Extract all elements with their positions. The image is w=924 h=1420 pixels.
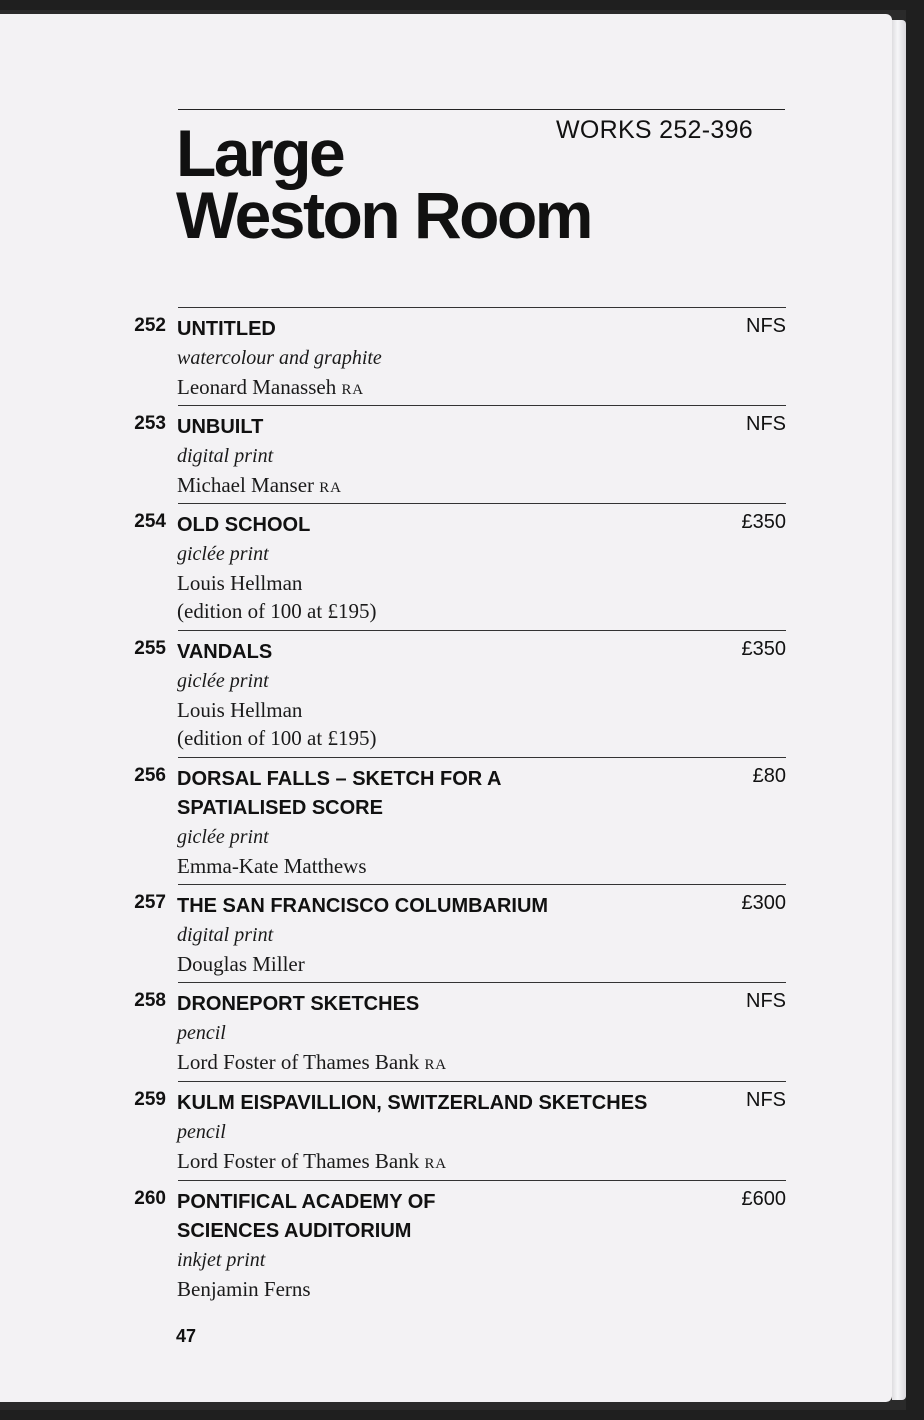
artist-name: Louis Hellman <box>177 571 303 595</box>
work-number: 256 <box>134 765 166 786</box>
work-medium: giclée print <box>177 670 269 692</box>
work-artist <box>177 950 717 978</box>
work-number: 259 <box>134 1089 166 1110</box>
artist-honour: RA <box>424 1156 447 1172</box>
work-artist <box>177 1147 717 1178</box>
artist-name: Douglas Miller <box>177 952 305 976</box>
work-title: PONTIFICAL ACADEMY OF SCIENCES AUDITORIUM <box>177 1191 436 1242</box>
work-artist <box>177 373 717 404</box>
entry-rule <box>178 630 786 631</box>
artist-name: Benjamin Ferns <box>177 1277 311 1301</box>
entry-rule <box>178 503 786 504</box>
work-title: THE SAN FRANCISCO COLUMBARIUM <box>177 895 549 917</box>
work-details <box>177 1188 717 1303</box>
section-title-line2: Weston Room <box>176 178 591 252</box>
entry-rule <box>178 757 786 758</box>
work-title: UNBUILT <box>177 416 264 438</box>
entry-rule <box>178 405 786 406</box>
work-price: £300 <box>741 892 786 914</box>
artist-honour: RA <box>319 480 342 496</box>
work-medium: giclée print <box>177 826 269 848</box>
work-title: UNTITLED <box>177 318 276 340</box>
work-details <box>177 511 717 625</box>
work-artist <box>177 1275 717 1303</box>
work-number: 258 <box>134 990 166 1011</box>
artist-name: Lord Foster of Thames Bank <box>177 1050 420 1074</box>
work-number: 255 <box>134 638 166 659</box>
entry-rule <box>178 1081 786 1082</box>
work-price: £350 <box>741 511 786 533</box>
entry-rule <box>178 884 786 885</box>
work-medium: digital print <box>177 924 274 946</box>
work-number: 260 <box>134 1188 166 1209</box>
work-details <box>177 1089 717 1178</box>
work-number: 257 <box>134 892 166 913</box>
work-details <box>177 990 717 1079</box>
artist-name: Leonard Manasseh <box>177 375 337 399</box>
work-price: £80 <box>752 765 786 787</box>
entry-rule <box>178 307 786 308</box>
work-medium: pencil <box>177 1121 226 1143</box>
work-title: KULM EISPAVILLION, SWITZERLAND SKETCHES <box>177 1092 648 1114</box>
work-edition: (edition of 100 at £195) <box>177 599 377 623</box>
artist-name: Michael Manser <box>177 473 315 497</box>
work-price: NFS <box>746 413 786 435</box>
work-details <box>177 765 717 880</box>
work-number: 252 <box>134 315 166 336</box>
artist-name: Louis Hellman <box>177 698 303 722</box>
work-title: DORSAL FALLS – SKETCH FOR A SPATIALISED SCORE <box>177 768 501 819</box>
artist-honour: RA <box>341 382 364 398</box>
work-title: DRONEPORT SKETCHES <box>177 993 420 1015</box>
artist-name: Lord Foster of Thames Bank <box>177 1149 420 1173</box>
work-price: £600 <box>741 1188 786 1210</box>
work-artist <box>177 852 717 880</box>
artist-honour: RA <box>424 1057 447 1073</box>
work-medium: pencil <box>177 1022 226 1044</box>
work-price: £350 <box>741 638 786 660</box>
work-price: NFS <box>746 1089 786 1111</box>
page-edge <box>892 20 906 1400</box>
work-medium: giclée print <box>177 543 269 565</box>
work-artist <box>177 1048 717 1079</box>
work-artist <box>177 569 717 597</box>
header-rule <box>178 109 785 110</box>
entry-rule <box>178 1180 786 1181</box>
work-edition: (edition of 100 at £195) <box>177 726 377 750</box>
entry-rule <box>178 982 786 983</box>
work-number: 254 <box>134 511 166 532</box>
work-artist <box>177 696 717 724</box>
work-price: NFS <box>746 315 786 337</box>
work-medium: digital print <box>177 445 274 467</box>
works-range: WORKS 252-396 <box>555 116 753 144</box>
work-details <box>177 892 717 978</box>
work-title: VANDALS <box>177 641 273 663</box>
page-number: 47 <box>176 1326 197 1346</box>
section-title-line1: Large <box>176 116 344 190</box>
work-medium: inkjet print <box>177 1249 266 1271</box>
work-title: OLD SCHOOL <box>177 514 311 536</box>
work-price: NFS <box>746 990 786 1012</box>
work-details <box>177 638 717 752</box>
catalogue-page <box>0 14 892 1402</box>
work-details <box>177 315 717 404</box>
artist-name: Emma-Kate Matthews <box>177 854 367 878</box>
work-artist <box>177 471 717 502</box>
work-details <box>177 413 717 502</box>
work-medium: watercolour and graphite <box>177 347 382 369</box>
work-number: 253 <box>134 413 166 434</box>
